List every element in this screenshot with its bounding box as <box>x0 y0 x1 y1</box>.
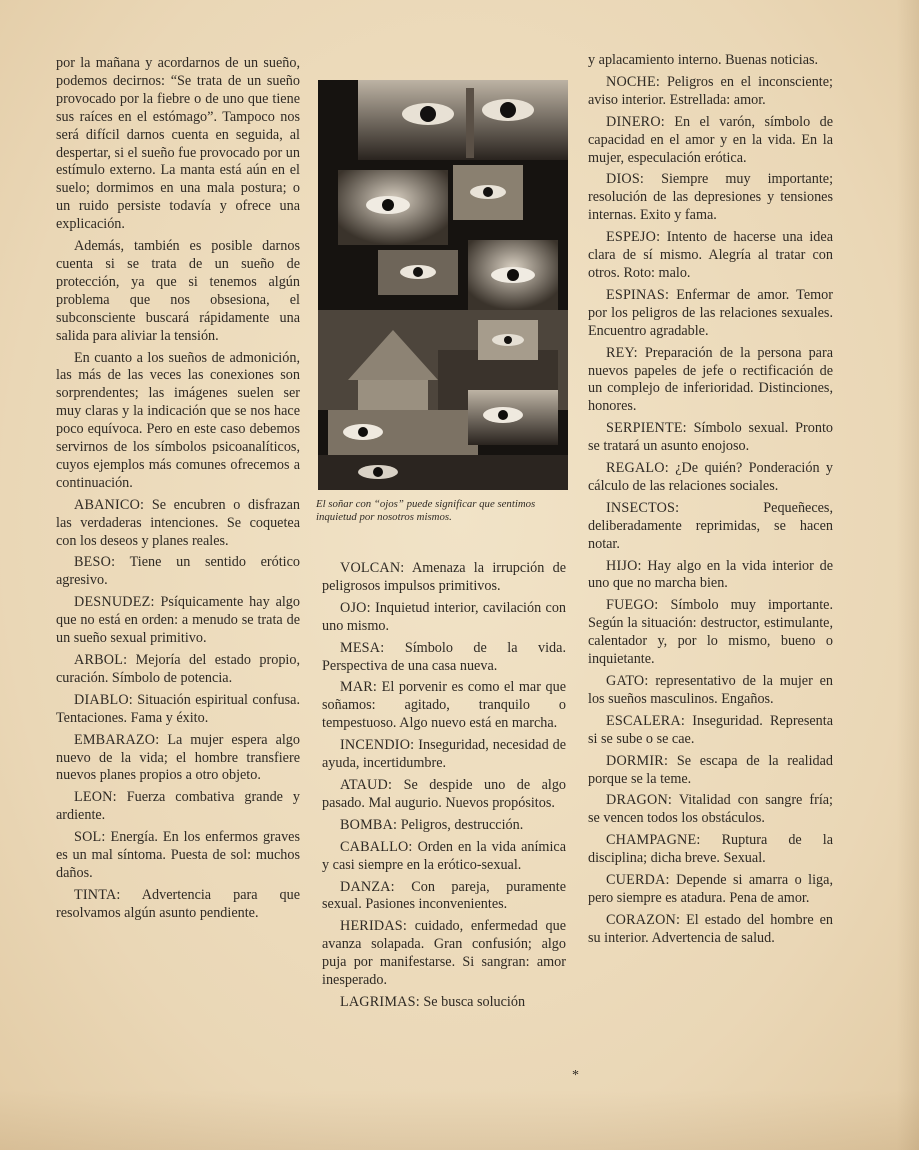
symbol-term: LAGRIMAS: <box>340 993 420 1010</box>
symbol-term: MAR: <box>340 679 378 696</box>
symbol-term: ARBOL: <box>74 652 128 668</box>
symbol-meaning: Se escapa de la realidad porque se la teme. <box>588 752 833 787</box>
symbol-entry <box>322 839 566 875</box>
symbol-term: VOLCAN: <box>340 560 405 576</box>
symbol-term: GATO: <box>606 673 649 689</box>
symbol-term: NOCHE: <box>606 73 661 90</box>
symbol-term: DANZA: <box>340 878 395 895</box>
symbol-entry <box>322 640 566 676</box>
footnote-mark: * <box>572 1068 579 1083</box>
symbol-meaning: Tiene un sentido erótico agresivo. <box>56 554 301 589</box>
symbol-term: CABALLO: <box>340 838 413 855</box>
symbol-term: CUERDA: <box>606 872 670 889</box>
symbol-term: REY: <box>606 344 638 361</box>
symbol-meaning: Depende si amarra o liga, pero siempre es atadura. Pena de amor. <box>588 872 833 906</box>
symbol-meaning: Símbolo muy importante. Según la situación: destructor, estimulante, calentador y, por lo mismo, bueno o inquietante. <box>588 597 833 668</box>
symbol-entry <box>588 287 833 341</box>
symbol-entry <box>588 500 833 554</box>
symbol-entry <box>322 737 566 773</box>
symbol-entry <box>322 994 566 1012</box>
symbol-meaning: Se encubren o disfrazan las verdaderas intenciones. Se coquetea con los deseos y planes reales. <box>56 496 301 549</box>
symbol-entry <box>588 872 833 908</box>
symbol-entry <box>588 597 833 669</box>
symbol-entry <box>588 460 833 496</box>
symbol-entry <box>322 879 566 915</box>
symbol-meaning: Orden en la vida anímica y casi siempre en la erótico-sexual. <box>322 838 567 873</box>
symbol-entry <box>56 594 300 648</box>
symbol-entry <box>588 832 833 868</box>
symbol-meaning: Siempre muy importante; resolución de las depresiones y tensiones internas. Exito y fama. <box>588 171 834 224</box>
collage-image <box>318 80 568 490</box>
symbol-entry <box>56 732 300 786</box>
symbol-list-3 <box>588 74 833 948</box>
symbol-term: REGALO: <box>606 460 669 477</box>
symbol-entry <box>588 171 833 225</box>
symbol-entry <box>322 777 566 813</box>
symbol-entry <box>56 829 300 883</box>
symbol-meaning: Ruptura de la disciplina; dicha breve. Sexual. <box>588 832 833 867</box>
page-bottom-shadow <box>0 1090 919 1150</box>
page-edge-shadow <box>897 0 919 1150</box>
symbol-meaning: Peligros, destrucción. <box>400 816 524 833</box>
symbol-term: TINTA: <box>74 886 121 903</box>
symbol-meaning: Advertencia para que resolvamos algún asunto pendiente. <box>56 886 300 921</box>
symbol-list-1 <box>56 497 300 923</box>
paragraph-admonicion: En cuanto a los sueños de admonición, las más de las veces las conexiones son sorprendentes; las imágenes suelen ser muy claras y la indicación que se nos hace poco equívoca. Pero en este caso debemos servirnos de los símbolos psicoanalíticos, cuyos ejemplos más comunes ofrecemos a continuación. <box>56 349 300 491</box>
symbol-meaning: Peligros en el inconsciente; aviso interior. Estrellada: amor. <box>588 73 833 108</box>
symbol-entry <box>588 792 833 828</box>
symbol-term: MESA: <box>340 639 385 656</box>
symbol-meaning: Inquietud interior, cavilación con uno mismo. <box>322 599 567 634</box>
symbol-meaning: Símbolo de la vida. Perspectiva de una casa nueva. <box>322 639 566 674</box>
symbol-entry <box>322 679 566 733</box>
symbol-term: ABANICO: <box>74 496 145 513</box>
symbol-entry <box>56 692 300 728</box>
symbol-term: ESPINAS: <box>606 286 670 303</box>
symbol-entry <box>588 229 833 283</box>
symbol-term: DORMIR: <box>606 752 669 769</box>
symbol-meaning: Inseguridad. Representa si se sube o se cae. <box>588 712 833 747</box>
symbol-meaning: Se despide uno de algo pasado. Mal augurio. Nuevos propósitos. <box>322 776 567 811</box>
symbol-entry <box>56 554 300 590</box>
symbol-entry <box>56 789 300 825</box>
symbol-term: ESPEJO: <box>606 229 661 246</box>
symbol-entry <box>322 817 566 835</box>
symbol-entry <box>56 497 300 551</box>
symbol-meaning: Amenaza la irrupción de peligrosos impulsos primitivos. <box>322 560 566 594</box>
symbol-entry <box>322 560 566 596</box>
symbol-meaning: Energía. En los enfermos graves es un mal síntoma. Puesta de sol: muchos daños. <box>56 829 300 881</box>
symbol-meaning: Con pareja, puramente sexual. Pasiones inconvenientes. <box>322 878 566 913</box>
symbol-entry <box>588 420 833 456</box>
symbol-meaning: La mujer espera algo nuevo de la vida; el hombre transfiere nuevos planes propios a otro objeto. <box>56 731 300 784</box>
paragraph-intro: por la mañana y acordarnos de un sueño, podemos decirnos: “Se trata de un sueño provocado por la fiebre o de uno que tiene sus raíces en el estómago”. Tampoco nos será difícil darnos cuenta en seguida, al despertar, si el sueño fue provocado por un estímulo externo. La manta está aún en el suelo; dormimos en una mala postura; o un ruido persiste todavía y ofrece una explicación. <box>56 55 300 233</box>
symbol-term: OJO: <box>340 599 371 616</box>
symbol-term: DRAGON: <box>606 792 673 809</box>
symbol-entry <box>322 918 566 990</box>
symbol-term: EMBARAZO: <box>74 731 160 748</box>
eyes-collage-photo <box>318 80 568 490</box>
symbol-term: HIJO: <box>606 557 642 574</box>
symbol-term: ESCALERA: <box>606 712 686 729</box>
symbol-entry <box>588 912 833 948</box>
symbol-entry <box>588 753 833 789</box>
symbol-term: DIABLO: <box>74 691 133 708</box>
symbol-meaning: Preparación de la persona para nuevos papeles de jefe o rectificación de un complejo de inferioridad. Distinciones, honores. <box>588 344 834 415</box>
symbol-term: DIOS: <box>606 171 645 188</box>
symbol-list-2 <box>322 560 566 1016</box>
symbol-term: HERIDAS: <box>340 918 408 935</box>
symbol-term: LEON: <box>74 789 117 806</box>
symbol-entry <box>588 114 833 168</box>
symbol-meaning: El porvenir es como el mar que soñamos: agitado, tranquilo o tempestuoso. Algo nuevo está en marcha. <box>322 679 566 732</box>
symbol-term: ATAUD: <box>340 776 393 793</box>
symbol-meaning: representativo de la mujer en los sueños masculinos. Engaños. <box>588 673 834 707</box>
paragraph-proteccion: Además, también es posible darnos cuenta si se trata de un sueño de protección, ya que si tenemos algún problema que nos obsesiona, el subconsciente buscará rápidamente una salida para aliviar la tensión. <box>56 238 300 344</box>
symbol-meaning: Psíquicamente hay algo que no está en orden: a menudo se trata de un sueño sexual primitivo. <box>56 594 300 647</box>
symbol-meaning: cuidado, enfermedad que avanza solapada. Gran confusión; algo puja por manifestarse. Si sangran: amor inesperado. <box>322 918 566 989</box>
column-1 <box>56 55 300 927</box>
symbol-term: BESO: <box>74 554 116 571</box>
symbol-meaning: Enfermar de amor. Temor por los peligros de las relaciones sexuales. Encuentro agradable. <box>588 286 833 339</box>
symbol-meaning: Inseguridad, necesidad de ayuda, incertidumbre. <box>322 737 566 772</box>
symbol-term: FUEGO: <box>606 597 659 614</box>
symbol-meaning: Intento de hacerse una idea clara de sí mismo. Alegría al tratar con otros. Roto: malo. <box>588 229 833 281</box>
paragraph-continuation: y aplacamiento interno. Buenas noticias. <box>588 52 819 68</box>
symbol-meaning: Hay algo en la vida interior de uno que no marcha bien. <box>588 557 833 592</box>
symbol-meaning: Se busca solución <box>423 993 526 1010</box>
column-3 <box>588 52 833 952</box>
symbol-meaning: El estado del hombre en su interior. Advertencia de salud. <box>588 911 834 946</box>
symbol-entry <box>56 887 300 923</box>
symbol-term: INSECTOS: <box>606 499 680 516</box>
symbol-meaning: Símbolo sexual. Pronto se tratará un asunto enojoso. <box>588 420 833 455</box>
symbol-entry <box>588 713 833 749</box>
symbol-term: DESNUDEZ: <box>74 594 155 611</box>
symbol-meaning: ¿De quién? Ponderación y cálculo de las relaciones sociales. <box>588 460 834 494</box>
symbol-entry <box>588 673 833 709</box>
symbol-term: SERPIENTE: <box>606 420 687 437</box>
symbol-entry <box>588 558 833 594</box>
symbol-meaning: Pequeñeces, deliberadamente reprimidas, se hacen notar. <box>588 499 833 552</box>
symbol-term: CORAZON: <box>606 911 681 928</box>
symbol-term: DINERO: <box>606 113 665 130</box>
symbol-term: CHAMPAGNE: <box>606 832 701 849</box>
symbol-meaning: Situación espiritual confusa. Tentaciones. Fama y éxito. <box>56 691 301 726</box>
symbol-meaning: Mejoría del estado propio, curación. Símbolo de potencia. <box>56 652 300 686</box>
symbol-entry <box>322 600 566 636</box>
symbol-meaning: Vitalidad con sangre fría; se vencen todos los obstáculos. <box>588 792 833 827</box>
symbol-term: INCENDIO: <box>340 737 415 754</box>
symbol-entry <box>588 74 833 110</box>
symbol-term: BOMBA: <box>340 816 398 833</box>
symbol-term: SOL: <box>74 829 106 846</box>
figure-caption: El soñar con “ojos” puede significar que sentimos inquietud por nosotros mismos. <box>316 498 536 523</box>
symbol-entry <box>56 652 300 688</box>
symbol-meaning: Fuerza combativa grande y ardiente. <box>56 789 301 824</box>
symbol-entry <box>588 345 833 417</box>
symbol-meaning: En el varón, símbolo de capacidad en el amor y en la vida. En la mujer, especulación erótica. <box>588 113 833 166</box>
